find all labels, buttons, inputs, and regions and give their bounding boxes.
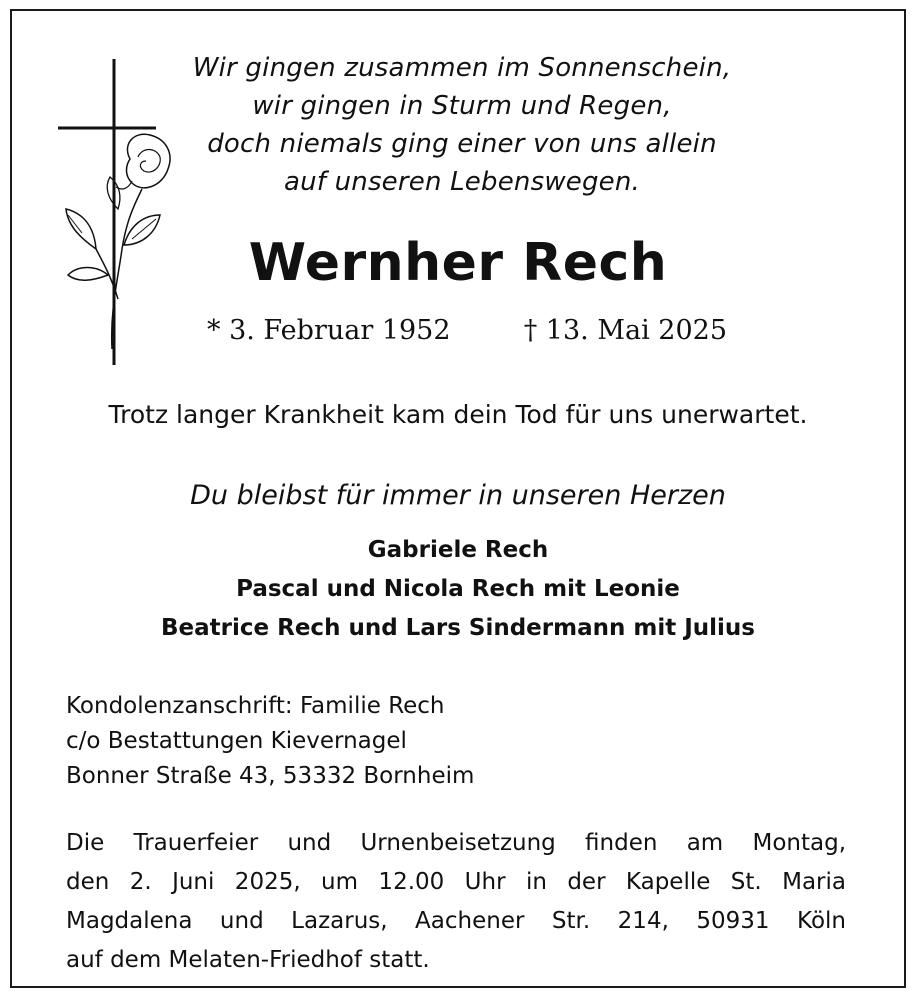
- address-line: Kondolenzanschrift: Familie Rech: [66, 693, 445, 719]
- obituary-notice: [10, 9, 906, 988]
- service-line: auf dem Melaten-Friedhof statt.: [66, 947, 430, 973]
- service-line: Die Trauerfeier und Urnenbeisetzung finden am Montag,: [66, 830, 846, 856]
- birth-date: * 3. Februar 1952: [207, 315, 451, 346]
- poem: [152, 49, 772, 201]
- farewell-line: Du bleibst für immer in unseren Herzen: [190, 480, 726, 511]
- poem-line: auf unseren Lebenswegen.: [283, 167, 641, 197]
- mourner-name: Gabriele Rech: [367, 537, 549, 563]
- mourner-name: Beatrice Rech und Lars Sindermann mit Julius: [161, 615, 755, 641]
- mourner-name: Pascal und Nicola Rech mit Leonie: [236, 576, 680, 602]
- condolence-address: [66, 689, 474, 794]
- service-line: den 2. Juni 2025, um 12.00 Uhr in der Kapelle St. Maria: [66, 869, 846, 895]
- mourners-list: [12, 531, 904, 648]
- message-text: Trotz langer Krankheit kam dein Tod für uns unerwartet.: [108, 400, 808, 429]
- service-info: [66, 824, 846, 980]
- life-dates: [207, 315, 727, 346]
- poem-line: doch niemals ging einer von uns allein: [207, 129, 717, 159]
- poem-line: wir gingen in Sturm und Regen,: [252, 91, 672, 121]
- deceased-name: Wernher Rech: [248, 233, 668, 293]
- service-line: Magdalena und Lazarus, Aachener Str. 214, 50931 Köln: [66, 908, 846, 934]
- address-line: Bonner Straße 43, 53332 Bornheim: [66, 763, 475, 789]
- poem-line: Wir gingen zusammen im Sonnenschein,: [192, 53, 732, 83]
- death-date: † 13. Mai 2025: [523, 315, 727, 346]
- address-line: c/o Bestattungen Kievernagel: [66, 728, 407, 754]
